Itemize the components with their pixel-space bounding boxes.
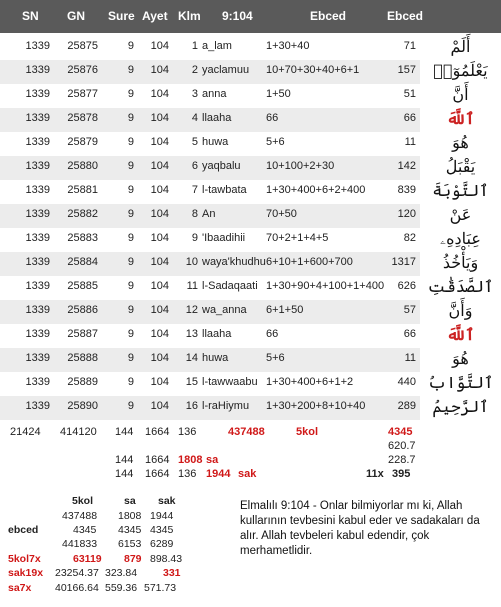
cell-word: yaqbalu xyxy=(202,160,241,172)
cell-expr: 1+30+200+8+10+40 xyxy=(266,400,366,412)
cell-expr: 1+30+400+6+2+400 xyxy=(266,184,366,196)
cell-ayet: 104 xyxy=(150,136,169,148)
cell-word: anna xyxy=(202,88,227,100)
cell-expr: 1+30+90+4+100+1+400 xyxy=(266,280,385,292)
cell-klm: 15 xyxy=(185,376,198,388)
r2-sure: 144 xyxy=(115,454,134,466)
sum-r4-c: 898.43 xyxy=(150,553,183,565)
total-sn: 21424 xyxy=(10,426,41,438)
cell-expr: 66 xyxy=(266,112,279,124)
cell-ebced: 1317 xyxy=(391,256,416,268)
cell-sure: 9 xyxy=(127,256,134,268)
sum-r6-b: 559.36 xyxy=(105,582,138,594)
total-gn: 414120 xyxy=(60,426,97,438)
translation-note: Elmalılı 9:104 - Onlar bilmiyorlar mı ki, Allah kullarının tevbesini kabul eder ve sadakaları da alır. Allah tevbeleri kabul edendir, çok merhametlidir. xyxy=(240,500,480,557)
arabic-word: يَقْبَلُ xyxy=(445,157,476,176)
cell-ayet: 104 xyxy=(150,280,169,292)
cell-sure: 9 xyxy=(127,232,134,244)
r3-sure: 144 xyxy=(115,468,134,480)
cell-klm: 3 xyxy=(191,88,198,100)
arabic-word: عِبَادِهِۦ xyxy=(440,229,481,248)
cell-sn: 1339 xyxy=(25,352,50,364)
arabic-word: هُوَ xyxy=(452,349,469,368)
cell-sure: 9 xyxy=(127,376,134,388)
arabic-word: وَيَأْخُذُ xyxy=(442,253,479,272)
r3-ayet: 1664 xyxy=(145,468,170,480)
cell-ebced: 289 xyxy=(397,400,416,412)
cell-sn: 1339 xyxy=(25,304,50,316)
cell-word: l-raHiymu xyxy=(202,400,250,412)
cell-sure: 9 xyxy=(127,280,134,292)
cell-sn: 1339 xyxy=(25,376,50,388)
cell-gn: 25877 xyxy=(67,88,98,100)
sum-r3-b: 6153 xyxy=(118,538,142,550)
sum-h-sak: sak xyxy=(158,495,176,507)
cell-sure: 9 xyxy=(127,400,134,412)
table-row xyxy=(0,60,420,84)
cell-gn: 25879 xyxy=(67,136,98,148)
sum-r2-label: ebced xyxy=(8,524,39,536)
cell-sure: 9 xyxy=(127,304,134,316)
cell-word: huwa xyxy=(202,136,229,148)
cell-expr: 66 xyxy=(266,328,279,340)
cell-sure: 9 xyxy=(127,64,134,76)
total-klm: 136 xyxy=(178,426,197,438)
cell-klm: 11 xyxy=(186,280,198,292)
table-row xyxy=(0,228,420,252)
cell-word: l-tawwaabu xyxy=(202,376,258,388)
cell-expr: 6+1+50 xyxy=(266,304,304,316)
sum-r2-c: 4345 xyxy=(150,524,174,536)
arabic-word: هُوَ xyxy=(452,133,469,152)
cell-word: l-tawbata xyxy=(202,184,247,196)
cell-sn: 1339 xyxy=(25,232,50,244)
cell-ayet: 104 xyxy=(150,352,169,364)
sum-r6-a: 40166.64 xyxy=(55,582,99,594)
sum-r4-a: 63119 xyxy=(73,553,102,565)
cell-ebced: 66 xyxy=(403,328,416,340)
cell-gn: 25887 xyxy=(67,328,98,340)
col-sn: SN xyxy=(22,9,39,23)
cell-ebced: 626 xyxy=(397,280,416,292)
cell-sn: 1339 xyxy=(25,400,50,412)
table-row xyxy=(0,204,420,228)
cell-expr: 1+30+400+6+1+2 xyxy=(266,376,354,388)
cell-gn: 25890 xyxy=(67,400,98,412)
arabic-word: ٱلرَّحِيمُ xyxy=(432,397,489,416)
cell-ebced: 142 xyxy=(397,160,416,172)
table-row xyxy=(0,300,420,324)
cell-gn: 25881 xyxy=(67,184,98,196)
sum-r2-b: 4345 xyxy=(118,524,142,536)
cell-word: An xyxy=(202,208,216,220)
col-ayet: Ayet xyxy=(142,9,168,23)
cell-ayet: 104 xyxy=(150,40,169,52)
cell-klm: 6 xyxy=(191,160,198,172)
sum-r5-a: 23254.37 xyxy=(55,567,99,579)
cell-ebced: 11 xyxy=(404,136,416,148)
total-ebced: 4345 xyxy=(388,426,413,438)
cell-expr: 10+100+2+30 xyxy=(266,160,335,172)
cell-sure: 9 xyxy=(127,112,134,124)
cell-word: l-Sadaqaati xyxy=(202,280,258,292)
cell-klm: 8 xyxy=(191,208,198,220)
cell-gn: 25889 xyxy=(67,376,98,388)
cell-sure: 9 xyxy=(127,184,134,196)
table-row xyxy=(0,156,420,180)
cell-gn: 25880 xyxy=(67,160,98,172)
r2-val: 1808 xyxy=(178,454,203,466)
cell-sn: 1339 xyxy=(25,160,50,172)
cell-sn: 1339 xyxy=(25,280,50,292)
col-klm: Klm xyxy=(178,9,201,23)
sum-r3-c: 6289 xyxy=(150,538,174,550)
cell-ayet: 104 xyxy=(150,160,169,172)
cell-klm: 9 xyxy=(191,232,198,244)
cell-sn: 1339 xyxy=(25,112,50,124)
cell-ebced: 120 xyxy=(397,208,416,220)
cell-ebced: 839 xyxy=(397,184,416,196)
arabic-word: ٱللَّهَ xyxy=(446,109,475,128)
cell-ebced: 82 xyxy=(403,232,416,244)
cell-ebced: 157 xyxy=(397,64,416,76)
cell-sn: 1339 xyxy=(25,40,50,52)
arabic-word: يَعْلَمُوٓا۟ xyxy=(433,61,488,80)
cell-klm: 16 xyxy=(185,400,198,412)
r3-klm: 136 xyxy=(178,468,197,480)
cell-klm: 1 xyxy=(191,40,198,52)
cell-sure: 9 xyxy=(127,352,134,364)
table-row xyxy=(0,252,420,276)
r2-ayet: 1664 xyxy=(145,454,170,466)
table-row xyxy=(0,36,420,60)
total-ayet: 1664 xyxy=(145,426,170,438)
cell-expr: 70+2+1+4+5 xyxy=(266,232,329,244)
cell-sure: 9 xyxy=(127,136,134,148)
cell-klm: 14 xyxy=(185,352,198,364)
cell-ayet: 104 xyxy=(150,88,169,100)
sum-r6-label: sa7x xyxy=(8,582,32,594)
table-row xyxy=(0,276,420,300)
arabic-word: ٱللَّهَ xyxy=(446,325,475,344)
cell-gn: 25878 xyxy=(67,112,98,124)
sum-r1-c: 1944 xyxy=(150,510,174,522)
cell-sn: 1339 xyxy=(25,88,50,100)
cell-gn: 25888 xyxy=(67,352,98,364)
cell-sure: 9 xyxy=(127,208,134,220)
cell-gn: 25883 xyxy=(67,232,98,244)
cell-klm: 4 xyxy=(191,112,198,124)
sum-h-kol: 5kol xyxy=(72,495,94,507)
cell-klm: 12 xyxy=(185,304,198,316)
table-row xyxy=(0,180,420,204)
table-row xyxy=(0,348,420,372)
cell-gn: 25882 xyxy=(67,208,98,220)
cell-klm: 7 xyxy=(191,184,198,196)
cell-word: 'Ibaadihii xyxy=(202,232,246,244)
sum-r5-b: 323.84 xyxy=(105,567,138,579)
cell-sure: 9 xyxy=(127,160,134,172)
total-avg: 620.7 xyxy=(388,440,416,452)
cell-ayet: 104 xyxy=(150,64,169,76)
table-row xyxy=(0,372,420,396)
sum-r5-label: sak19x xyxy=(8,567,44,579)
cell-ayet: 104 xyxy=(150,328,169,340)
cell-ayet: 104 xyxy=(150,112,169,124)
table-row xyxy=(0,324,420,348)
cell-sn: 1339 xyxy=(25,208,50,220)
arabic-word: أَنَّ xyxy=(452,85,469,104)
sum-r5-c: 331 xyxy=(163,567,181,579)
total-sure: 144 xyxy=(115,426,134,438)
col-sure: Sure xyxy=(108,9,135,23)
cell-ayet: 104 xyxy=(150,376,169,388)
cell-gn: 25876 xyxy=(67,64,98,76)
cell-klm: 13 xyxy=(185,328,198,340)
arabic-word: أَلَمْ xyxy=(450,37,471,56)
sum-r2-a: 4345 xyxy=(73,524,97,536)
cell-word: llaaha xyxy=(202,328,232,340)
cell-klm: 5 xyxy=(191,136,198,148)
arabic-word: ٱلتَّوَّابُ xyxy=(427,373,494,392)
cell-ebced: 71 xyxy=(403,40,416,52)
cell-ayet: 104 xyxy=(150,256,169,268)
r2-label: sa xyxy=(206,454,219,466)
cell-gn: 25885 xyxy=(67,280,98,292)
cell-expr: 70+50 xyxy=(266,208,297,220)
table-row xyxy=(0,108,420,132)
table-row xyxy=(0,84,420,108)
cell-sn: 1339 xyxy=(25,64,50,76)
cell-ebced: 66 xyxy=(403,112,416,124)
sum-r4-b: 879 xyxy=(124,553,142,565)
col-verse: 9:104 xyxy=(222,9,253,23)
sum-r1-a: 437488 xyxy=(62,510,98,522)
cell-sure: 9 xyxy=(127,40,134,52)
cell-ebced: 440 xyxy=(397,376,416,388)
cell-word: waya'khudhu xyxy=(202,256,266,268)
r3-right: 395 xyxy=(392,468,411,480)
arabic-word: وَأَنَّ xyxy=(448,301,473,320)
cell-word: wa_anna xyxy=(202,304,247,316)
table-row xyxy=(0,132,420,156)
cell-ebced: 57 xyxy=(403,304,416,316)
cell-sure: 9 xyxy=(127,328,134,340)
total-kol-label: 5kol xyxy=(296,426,319,438)
sum-h-sa: sa xyxy=(124,495,136,507)
cell-word: yaclamuu xyxy=(202,64,250,76)
r3-x: 11x xyxy=(366,468,384,480)
cell-gn: 25886 xyxy=(67,304,98,316)
sum-r1-b: 1808 xyxy=(118,510,142,522)
col-ebced: Ebced xyxy=(387,9,424,23)
cell-expr: 1+50 xyxy=(266,88,291,100)
arabic-word: عَنْ xyxy=(449,205,472,224)
table-header xyxy=(0,0,501,33)
arabic-word: ٱلصَّدَقَٰتِ xyxy=(427,277,494,296)
cell-expr: 6+10+1+600+700 xyxy=(266,256,353,268)
r3-val: 1944 xyxy=(206,468,231,480)
total-big: 437488 xyxy=(228,426,265,438)
cell-ebced: 51 xyxy=(403,88,416,100)
cell-ayet: 104 xyxy=(150,208,169,220)
cell-klm: 10 xyxy=(185,256,198,268)
cell-expr: 5+6 xyxy=(266,352,285,364)
sum-r6-c: 571.73 xyxy=(144,582,177,594)
cell-expr: 1+30+40 xyxy=(266,40,310,52)
cell-gn: 25875 xyxy=(67,40,98,52)
cell-expr: 10+70+30+40+6+1 xyxy=(266,64,360,76)
cell-ayet: 104 xyxy=(150,232,169,244)
cell-expr: 5+6 xyxy=(266,136,285,148)
col-gn: GN xyxy=(67,9,85,23)
table-row xyxy=(0,396,420,420)
cell-sn: 1339 xyxy=(25,328,50,340)
cell-sn: 1339 xyxy=(25,184,50,196)
col-ebced-expr: Ebced xyxy=(310,9,347,23)
sum-r4-label: 5kol7x xyxy=(8,553,41,565)
arabic-word: ٱلتَّوْبَةَ xyxy=(432,181,489,200)
cell-klm: 2 xyxy=(191,64,198,76)
cell-word: llaaha xyxy=(202,112,232,124)
cell-ebced: 11 xyxy=(404,352,416,364)
cell-ayet: 104 xyxy=(150,304,169,316)
sum-r3-a: 441833 xyxy=(62,538,98,550)
cell-ayet: 104 xyxy=(150,184,169,196)
r2-right: 228.7 xyxy=(388,454,416,466)
cell-sure: 9 xyxy=(127,88,134,100)
cell-gn: 25884 xyxy=(67,256,98,268)
cell-word: huwa xyxy=(202,352,229,364)
r3-label: sak xyxy=(238,468,257,480)
cell-ayet: 104 xyxy=(150,400,169,412)
cell-sn: 1339 xyxy=(25,256,50,268)
cell-word: a_lam xyxy=(202,40,232,52)
cell-sn: 1339 xyxy=(25,136,50,148)
